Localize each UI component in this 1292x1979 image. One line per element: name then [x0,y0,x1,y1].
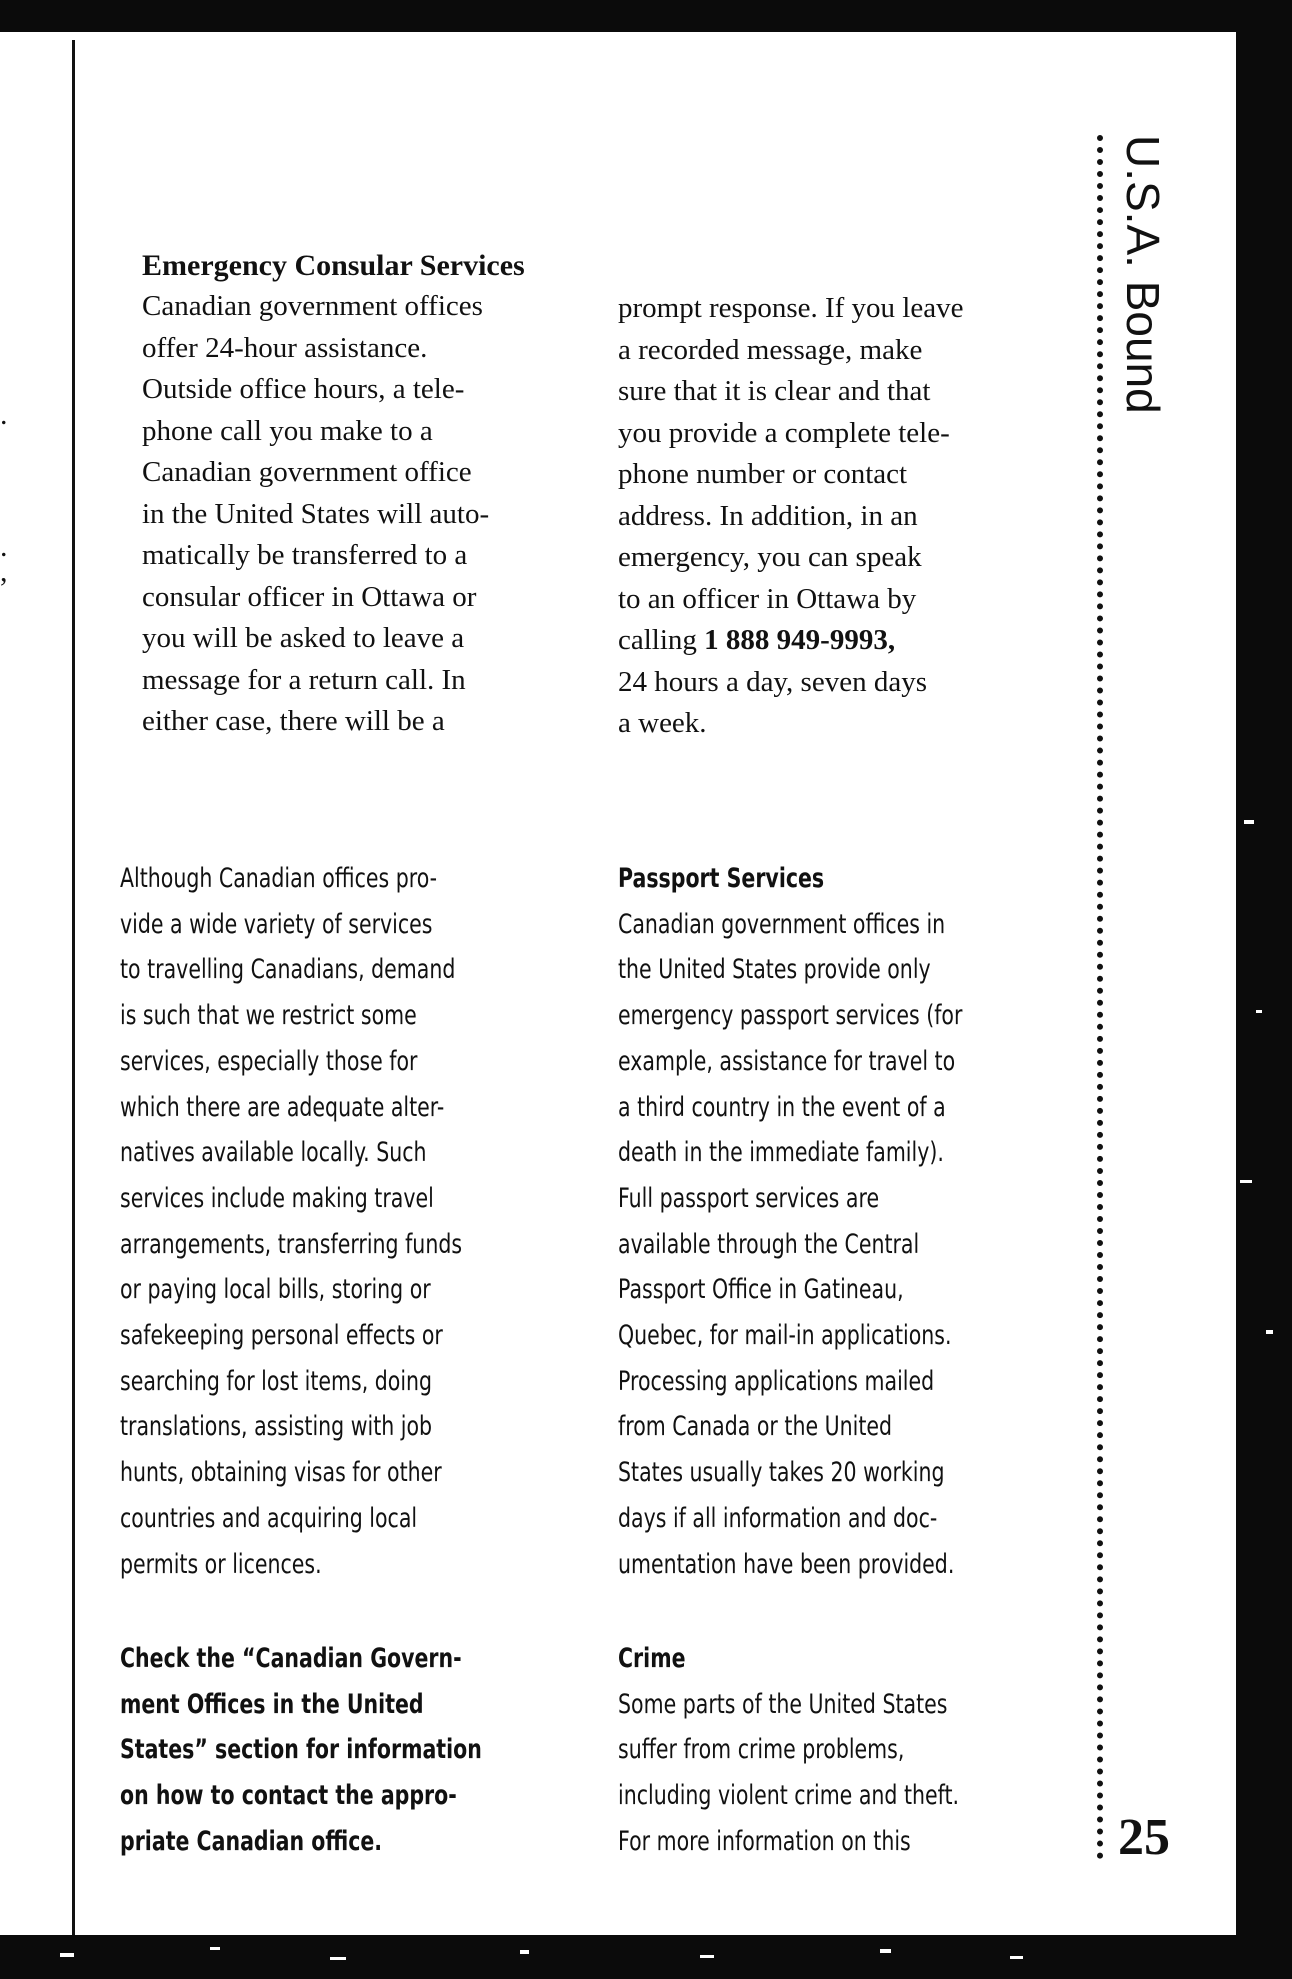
text-line: Check the “Canadian Govern- [120,1643,462,1674]
running-head: U.S.A. Bound [1117,135,1169,414]
text-line: emergency, you can speak [618,541,922,573]
text-line: arrangements, transferring funds [120,1228,463,1260]
text-line: from Canada or the United [618,1411,893,1443]
text-line: 24 hours a day, seven days [618,665,927,698]
text-line: natives available locally. Such [120,1137,427,1169]
services-paragraph [120,856,561,1587]
text-line: matically be transferred to a [142,539,468,571]
text-line: available through the Central [618,1228,920,1260]
text-line: Canadian government offices [142,290,483,322]
text-line: translations, assisting with job [120,1411,433,1443]
scan-border-right [1236,0,1292,1979]
text-line: phone call you make to a [142,414,433,447]
crime-section [618,1636,1074,1865]
text-line: consular officer in Ottawa or [142,580,477,613]
text-line: in the United States will auto- [142,497,490,530]
text-line: phone number or contact [618,458,908,490]
text-line: including violent crime and theft. [618,1780,960,1812]
text-line: safekeeping personal effects or [120,1320,443,1352]
text-line: Although Canadian offices pro- [120,863,438,894]
text-line: the United States provide only [618,954,931,986]
text-line: you will be asked to leave a [142,622,465,654]
bleed-through-mark: , [0,555,8,588]
text-line: message for a return call. In [142,663,466,696]
text-line: umentation have been provided. [618,1548,955,1580]
text-line: sure that it is clear and that [618,375,931,407]
text-line: suffer from crime problems, [618,1734,905,1766]
text-line: days if all information and doc- [618,1502,938,1534]
contact-note [120,1636,561,1865]
text-line [618,620,1078,662]
text-line: which there are adequate alter- [120,1091,445,1123]
text-line: Some parts of the United States [618,1688,948,1720]
text-line: emergency passport services (for [618,1000,963,1032]
text-line: priate Canadian office. [120,1825,383,1857]
text-line: hunts, obtaining visas for other [120,1457,442,1489]
text-line: ment Offices in the United [120,1688,424,1720]
text-line: or paying local bills, storing or [120,1274,431,1306]
bleed-through-mark: . [0,398,8,431]
text-line: to an officer in Ottawa by [618,582,917,615]
text-line: example, assistance for travel to [618,1045,956,1077]
bleed-through-mark: . [0,530,8,563]
text-line: Full passport services are [618,1182,880,1214]
emergency-left-text [142,286,602,743]
text-line: services, especially those for [120,1045,418,1077]
text-line: Canadian government office [142,456,472,488]
scan-border-top [0,0,1292,32]
text-line: searching for lost items, doing [120,1365,433,1397]
text-line: on how to contact the appro- [120,1780,457,1812]
text-line: offer 24-hour assistance. [142,331,428,364]
emergency-phone-number: 1 888 949-9993, [704,624,896,656]
text-line: vide a wide variety of services [120,908,433,940]
scan-border-bottom [0,1935,1292,1979]
emergency-heading: Emergency Consular Services [142,249,525,282]
text-line: address. In addition, in an [618,499,918,532]
text-line: States” section for information [120,1734,482,1766]
passport-section [618,856,1074,1587]
text-line: you provide a complete tele- [618,416,950,449]
page-number: 25 [1118,1809,1170,1866]
text-line: Passport Office in Gatineau, [618,1274,904,1306]
text-line: is such that we restrict some [120,1000,417,1032]
calling-text: calling [618,624,705,656]
text-line: countries and acquiring local [120,1502,418,1534]
text-line: For more information on this [618,1825,911,1857]
text-line: death in the immediate family). [618,1137,944,1169]
text-line: a third country in the event of a [618,1091,946,1123]
text-line: States usually takes 20 working [618,1457,945,1489]
text-line: either case, there will be a [142,705,445,737]
passport-heading: Passport Services [618,863,825,894]
text-line: permits or licences. [120,1548,322,1580]
text-line: Outside office hours, a tele- [142,373,465,405]
text-line: services include making travel [120,1182,434,1214]
emergency-section [142,246,602,743]
text-line: prompt response. If you leave [618,292,964,324]
emergency-right-text [618,288,1078,745]
crime-heading: Crime [618,1643,686,1674]
text-line: Canadian government offices in [618,908,946,940]
text-line: Processing applications mailed [618,1365,935,1397]
margin-rule [72,40,75,1935]
text-line: Quebec, for mail-in applications. [618,1320,952,1352]
text-line: a week. [618,707,707,739]
text-line: a recorded message, make [618,333,923,366]
text-line: to travelling Canadians, demand [120,954,456,986]
